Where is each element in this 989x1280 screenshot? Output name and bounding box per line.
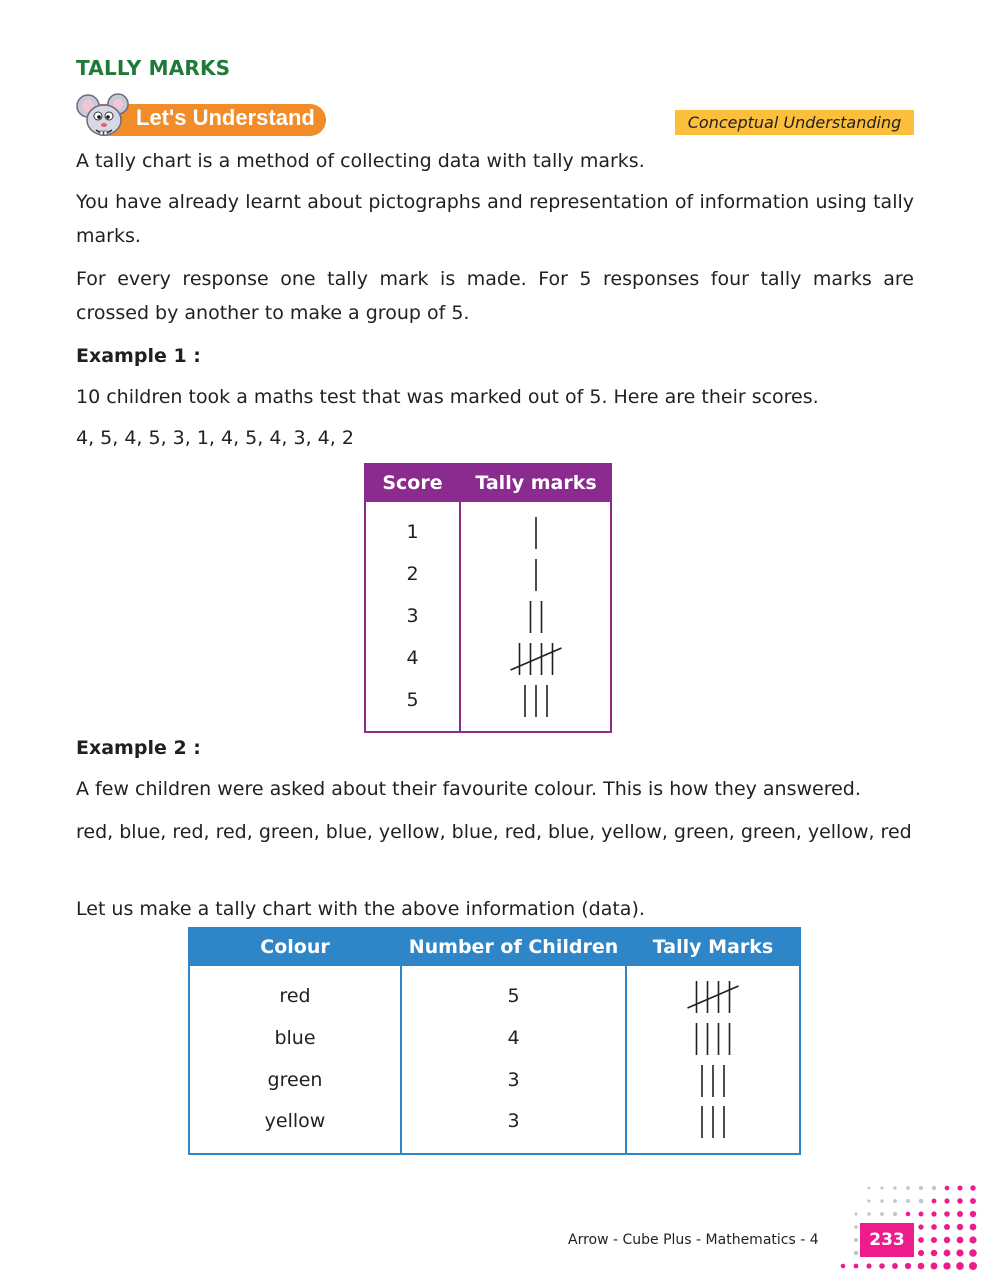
decorative-dot bbox=[854, 1264, 859, 1269]
footer-book-title: Arrow - Cube Plus - Mathematics - 4 bbox=[568, 1232, 819, 1248]
count-cell: 3 bbox=[507, 1069, 520, 1091]
score-cell: 2 bbox=[406, 563, 419, 585]
decorative-dot bbox=[841, 1264, 846, 1269]
decorative-dot bbox=[906, 1212, 911, 1217]
decorative-dot bbox=[931, 1250, 938, 1257]
decorative-dot bbox=[932, 1186, 936, 1190]
decorative-dot bbox=[854, 1251, 858, 1255]
example-2-text: A few children were asked about their favourite colour. This is how they answered. bbox=[76, 778, 861, 800]
score-cell: 3 bbox=[406, 605, 419, 627]
tally-marks bbox=[461, 597, 611, 637]
tally-cross-stroke bbox=[511, 648, 562, 670]
decorative-dot bbox=[893, 1212, 897, 1216]
intro-paragraph-2: You have already learnt about pictographs and representation of information using tally marks. bbox=[76, 191, 914, 247]
decorative-dot bbox=[918, 1224, 923, 1229]
decorative-dot bbox=[854, 1238, 858, 1242]
example-1-text: 10 children took a maths test that was marked out of 5. Here are their scores. bbox=[76, 386, 819, 408]
header-tally-marks: Tally marks bbox=[475, 472, 597, 494]
decorative-dot bbox=[906, 1186, 910, 1190]
example-1-scores: 4, 5, 4, 5, 3, 1, 4, 5, 4, 3, 4, 2 bbox=[76, 427, 354, 449]
decorative-dot bbox=[957, 1224, 963, 1230]
decorative-dot bbox=[919, 1212, 924, 1217]
decorative-dot bbox=[866, 1263, 871, 1268]
decorative-dot bbox=[881, 1187, 884, 1190]
tally-marks bbox=[461, 513, 611, 553]
mouse-mascot-icon bbox=[74, 92, 134, 142]
decorative-dot bbox=[854, 1212, 857, 1215]
decorative-dot bbox=[970, 1185, 975, 1190]
decorative-dot bbox=[969, 1236, 976, 1243]
decorative-dot bbox=[906, 1199, 910, 1203]
score-cell: 4 bbox=[406, 647, 419, 669]
decorative-dot bbox=[918, 1250, 924, 1256]
decorative-dot bbox=[931, 1211, 936, 1216]
colour-cell: yellow bbox=[264, 1110, 326, 1132]
colour-cell: red bbox=[279, 985, 311, 1007]
decorative-dot bbox=[932, 1199, 937, 1204]
lets-understand-banner bbox=[72, 92, 342, 142]
decorative-dot bbox=[970, 1224, 977, 1231]
decorative-dot bbox=[957, 1198, 963, 1204]
decorative-dot bbox=[957, 1185, 962, 1190]
decorative-dot bbox=[931, 1224, 937, 1230]
decorative-dot bbox=[944, 1250, 951, 1257]
section-title: TALLY MARKS bbox=[76, 56, 231, 80]
example-1-heading: Example 1 : bbox=[76, 345, 201, 367]
decorative-dot bbox=[956, 1262, 964, 1270]
tally-marks bbox=[627, 1019, 799, 1059]
score-cell: 1 bbox=[406, 521, 419, 543]
decorative-dot bbox=[931, 1263, 938, 1270]
header-score: Score bbox=[382, 472, 443, 494]
tally-marks bbox=[461, 555, 611, 595]
tally-marks bbox=[461, 639, 611, 679]
example-2-answers: red, blue, red, red, green, blue, yellow, blue, red, blue, yellow, green, green, yellow, red bbox=[76, 821, 912, 843]
tally-marks bbox=[627, 1102, 799, 1142]
colour-cell: blue bbox=[274, 1027, 316, 1049]
decorative-dot bbox=[931, 1237, 937, 1243]
page-number: 233 bbox=[860, 1223, 914, 1257]
decorative-dot bbox=[956, 1249, 963, 1256]
header-colour: Colour bbox=[260, 936, 330, 958]
count-cell: 3 bbox=[507, 1110, 520, 1132]
decorative-dot bbox=[918, 1237, 924, 1243]
decorative-dot bbox=[893, 1186, 896, 1189]
header-tally-marks: Tally Marks bbox=[652, 936, 774, 958]
decorative-dot bbox=[943, 1262, 950, 1269]
tally-marks bbox=[461, 681, 611, 721]
decorative-dot bbox=[944, 1198, 949, 1203]
decorative-dot bbox=[880, 1212, 884, 1216]
conceptual-understanding-tag: Conceptual Understanding bbox=[675, 110, 914, 135]
decorative-dot bbox=[944, 1211, 950, 1217]
decorative-dot bbox=[905, 1263, 911, 1269]
example-2-instruction: Let us make a tally chart with the above information (data). bbox=[76, 898, 645, 920]
tally-marks bbox=[627, 977, 799, 1017]
decorative-dot bbox=[944, 1224, 950, 1230]
decorative-dot bbox=[918, 1263, 925, 1270]
decorative-dot bbox=[969, 1249, 977, 1257]
decorative-dot bbox=[945, 1186, 950, 1191]
score-tally-table bbox=[364, 463, 612, 733]
count-cell: 4 bbox=[507, 1027, 520, 1049]
decorative-dot bbox=[854, 1225, 858, 1229]
decorative-dot bbox=[970, 1198, 976, 1204]
decorative-dot bbox=[893, 1199, 897, 1203]
example-2-heading: Example 2 : bbox=[76, 737, 201, 759]
score-cell: 5 bbox=[406, 689, 419, 711]
count-cell: 5 bbox=[507, 985, 520, 1007]
decorative-dot bbox=[880, 1199, 883, 1202]
decorative-dot bbox=[867, 1199, 870, 1202]
decorative-dot bbox=[868, 1187, 871, 1190]
decorative-dot bbox=[970, 1211, 976, 1217]
decorative-dot bbox=[957, 1237, 964, 1244]
decorative-dot bbox=[957, 1211, 963, 1217]
colour-cell: green bbox=[267, 1069, 323, 1091]
decorative-dot bbox=[969, 1262, 977, 1270]
colour-tally-table bbox=[188, 927, 801, 1155]
banner-label: Let's Understand bbox=[136, 105, 315, 130]
decorative-dot bbox=[892, 1263, 898, 1269]
header-number-of-children: Number of Children bbox=[408, 936, 619, 958]
decorative-dot bbox=[879, 1263, 885, 1269]
tally-cross-stroke bbox=[688, 986, 739, 1008]
decorative-dot bbox=[944, 1237, 950, 1243]
tally-marks bbox=[627, 1061, 799, 1101]
decorative-dot bbox=[919, 1186, 923, 1190]
intro-paragraph-3: For every response one tally mark is made. For 5 responses four tally marks are crossed by another to make a group of 5. bbox=[76, 268, 914, 324]
decorative-dot bbox=[919, 1199, 923, 1203]
decorative-dot bbox=[867, 1212, 871, 1216]
intro-paragraph-1: A tally chart is a method of collecting data with tally marks. bbox=[76, 150, 645, 172]
